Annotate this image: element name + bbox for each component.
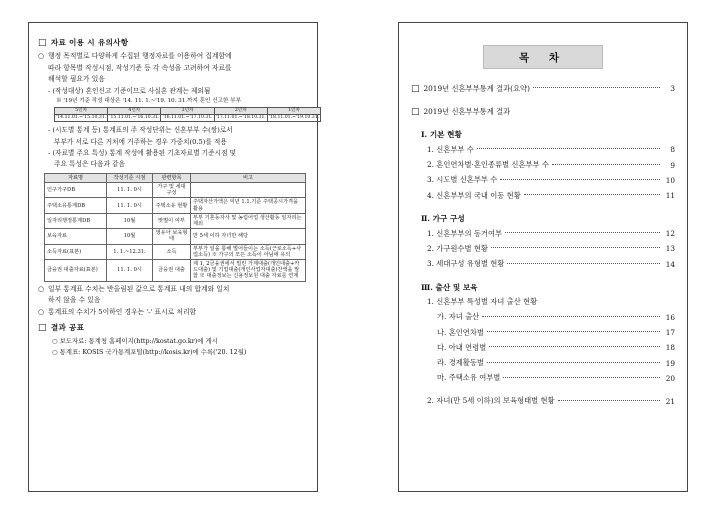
- leader-dots: [558, 400, 660, 401]
- note-suppression: ○ 통계표의 수치가 5이하인 경우는 '-' 표시로 처리함: [38, 307, 308, 319]
- source-name: 보육자료: [45, 229, 107, 244]
- toc-entry[interactable]: 2. 가구원수별 현황 13: [427, 243, 675, 254]
- toc-entry-results[interactable]: □ 2019년 신혼부부통계 결과: [411, 106, 511, 117]
- source-time: 10월: [107, 213, 153, 228]
- leader-dots: [477, 148, 660, 149]
- toc-entry[interactable]: 3. 세대구성 유형별 현황 14: [427, 259, 675, 269]
- toc-part2-heading: Ⅱ. 가구 구성: [421, 214, 465, 224]
- source-time: 11. 1. 0시: [107, 260, 153, 282]
- period-header: 5년차: [55, 108, 108, 115]
- period-header: 2년차: [214, 108, 267, 115]
- source-name: 주택소유통계DB: [45, 198, 107, 213]
- table-row: [45, 213, 306, 228]
- table-row: [45, 183, 306, 198]
- publication-kosis: ○ 통계표: KOSIS 국가통계포털(http://kosis.kr)에 수록('20. 12월): [52, 347, 247, 356]
- checkbox-square-icon: □: [411, 106, 420, 117]
- note-by-region: - (시도별 통계 등) 통계표의 주 작성단위는 신혼부부 수(쌍)로서 부부가 서로 다른 거처에 거주하는 경우 가중치(0.5)를 적용: [48, 126, 233, 146]
- toc-entry[interactable]: 1. 신혼부부 특성별 자녀 출산 현황: [427, 297, 538, 307]
- notes-page: [28, 22, 318, 492]
- circle-bullet-icon: ○: [52, 337, 60, 346]
- leader-dots: [491, 247, 660, 248]
- source-remark: 부부 기혼동자사 및 농림어업 생산활동 일자리는 제외: [191, 213, 306, 228]
- source-name: 일자리행정통계DB: [45, 213, 107, 228]
- leader-dots: [489, 346, 660, 347]
- table-row: [45, 260, 306, 282]
- source-time: 11. 1. 0시: [107, 183, 153, 198]
- source-header: 비고: [191, 173, 306, 182]
- checkbox-square-icon: □: [38, 322, 47, 333]
- source-time: 11. 1. 0시: [107, 198, 153, 213]
- toc-subentry[interactable]: 나. 혼인연차별 17: [437, 327, 675, 338]
- section-publication-heading: □ 결과 공표: [38, 322, 85, 333]
- toc-part3-heading: Ⅲ. 출산 및 보육: [421, 282, 478, 292]
- toc-entry[interactable]: 1. 신혼부부 수 8: [427, 144, 675, 155]
- period-value: '17.11.01.~'18.10.31.: [215, 115, 266, 121]
- toc-subentry[interactable]: 다. 아내 연령별 18: [437, 342, 675, 353]
- period-header: 1년차: [267, 108, 320, 115]
- source-name: 소득자료(표본): [45, 244, 107, 259]
- source-remark: 만 5세 이하 자녀만 해당: [191, 229, 306, 244]
- leader-dots: [487, 331, 660, 332]
- leader-dots: [500, 179, 660, 180]
- source-name: 금융권 대출자료(표본): [45, 260, 107, 282]
- source-time: 10월: [107, 229, 153, 244]
- source-header: 작성기준 시점: [107, 173, 153, 182]
- period-value: '15.11.01.~'16.10.31.: [109, 115, 160, 121]
- toc-entry[interactable]: 4. 신혼부부의 국내 이동 현황 11: [427, 190, 675, 201]
- publication-press-release: ○ 보도자료: 통계청 홈페이지(http://kostat.go.kr)에 게시: [52, 337, 218, 346]
- source-time: 1. 1.~12.31.: [107, 244, 153, 259]
- period-header: 3년차: [161, 108, 214, 115]
- source-header: 자료명: [45, 173, 107, 182]
- note-target-detail: ※ '19년 기준 작성 대상은 '14. 11. 1.~'19. 10. 31.까지 혼인 신고한 부부: [56, 98, 242, 105]
- toc-subentry[interactable]: 라. 경제활동별 19: [437, 358, 675, 368]
- note-paragraph: ○ 행정 목적별로 다양하게 수집된 행정자료를 이용하여 집계함에 따라 항목별 작성시점, 작성기준 등 각 속성을 고려하여 자료를 해석할 필요가 있음: [38, 51, 308, 86]
- toc-part1-heading: Ⅰ. 기본 현황: [421, 130, 462, 140]
- leader-dots: [533, 87, 660, 88]
- table-row: [45, 229, 306, 244]
- leader-dots: [505, 232, 660, 233]
- toc-title: 목 차: [483, 45, 603, 69]
- checkbox-square-icon: □: [38, 37, 47, 48]
- source-item: 가구 및 세대구성: [153, 183, 191, 198]
- source-item: 주택소유 현황: [153, 198, 191, 213]
- source-remark: 주택자산가액은 익년 1.1.기준 주택공시가격을 활용: [191, 198, 306, 213]
- source-header: 관련항목: [153, 173, 191, 182]
- circle-bullet-icon: ○: [38, 284, 45, 293]
- source-header-row: [45, 173, 306, 182]
- leader-dots: [524, 194, 660, 195]
- leader-dots: [487, 362, 660, 363]
- leader-dots: [507, 263, 660, 264]
- period-value: '16.11.01.~'17.10.31.: [162, 115, 213, 121]
- source-item: 소득: [153, 244, 191, 259]
- section-usage-notes-heading: □ 자료 이용 시 유의사항: [38, 37, 129, 48]
- source-remark: [191, 183, 306, 198]
- table-row: [45, 198, 306, 213]
- toc-entry[interactable]: 2. 자녀(만 5세 이하)의 보육형태별 현황 21: [427, 396, 675, 406]
- toc-subentry[interactable]: 마. 주택소유 여부별 20: [437, 373, 675, 383]
- source-item: 영유아 보육형태: [153, 229, 191, 244]
- period-value: '14.11.01.~'15.10.31.: [56, 115, 107, 121]
- period-table: [54, 107, 321, 122]
- note-source-features: - (자료별 주요 특성) 통계 작성에 활용된 기초자료별 기준시점 및 주요 특성은 다음과 같음: [48, 149, 237, 169]
- source-name: 인구가구DB: [45, 183, 107, 198]
- toc-entry[interactable]: 2. 혼인연차별·혼인종류별 신혼부부 수 9: [427, 160, 675, 170]
- source-item: 금융권 대출: [153, 260, 191, 282]
- toc-entry[interactable]: 3. 시도별 신혼부부 수 10: [427, 175, 675, 185]
- leader-dots: [503, 377, 660, 378]
- leader-dots: [482, 316, 660, 317]
- period-header-row: [55, 108, 321, 115]
- period-header: 4년차: [108, 108, 161, 115]
- table-row: [45, 244, 306, 259]
- source-remark: 제 1, 2금융권에서 빌린 가계대출(개인대출+카드대출) 및 기업대출(개인사업자대출)잔액을 말함 ※ 대출정보는 신용정보원 대출 자료를 연계: [191, 260, 306, 282]
- source-data-table: [44, 173, 306, 282]
- period-value-row: [55, 115, 321, 122]
- circle-bullet-icon: ○: [38, 52, 45, 60]
- circle-bullet-icon: ○: [38, 307, 45, 316]
- toc-subentry[interactable]: 가. 자녀 출산 16: [437, 312, 675, 322]
- toc-entry[interactable]: 1. 신혼부부의 동거여부 12: [427, 228, 675, 239]
- note-rounding: ○ 일부 통계표 수치는 반올림된 값으로 통계표 내의 합계와 일치 하지 않을 수 있음: [38, 284, 308, 307]
- toc-entry-summary[interactable]: □ 2019년 신혼부부통계 결과(요약) 3: [411, 83, 675, 94]
- source-remark: 부부가 일을 통해 벌어들이는 소득(근로소득+사업소득) ※ 가구의 모든 소득이 아님에 유의: [191, 244, 306, 259]
- period-value: '18.11.01.~'19.10.31.: [268, 115, 320, 121]
- toc-page: [398, 22, 688, 492]
- source-item: 맞벌이 여부: [153, 213, 191, 228]
- leader-dots: [552, 164, 660, 165]
- checkbox-square-icon: □: [411, 83, 420, 94]
- circle-bullet-icon: ○: [52, 347, 60, 356]
- note-target: - (작성대상) 혼인신고 기준이므로 사실혼 관계는 제외됨: [48, 86, 211, 95]
